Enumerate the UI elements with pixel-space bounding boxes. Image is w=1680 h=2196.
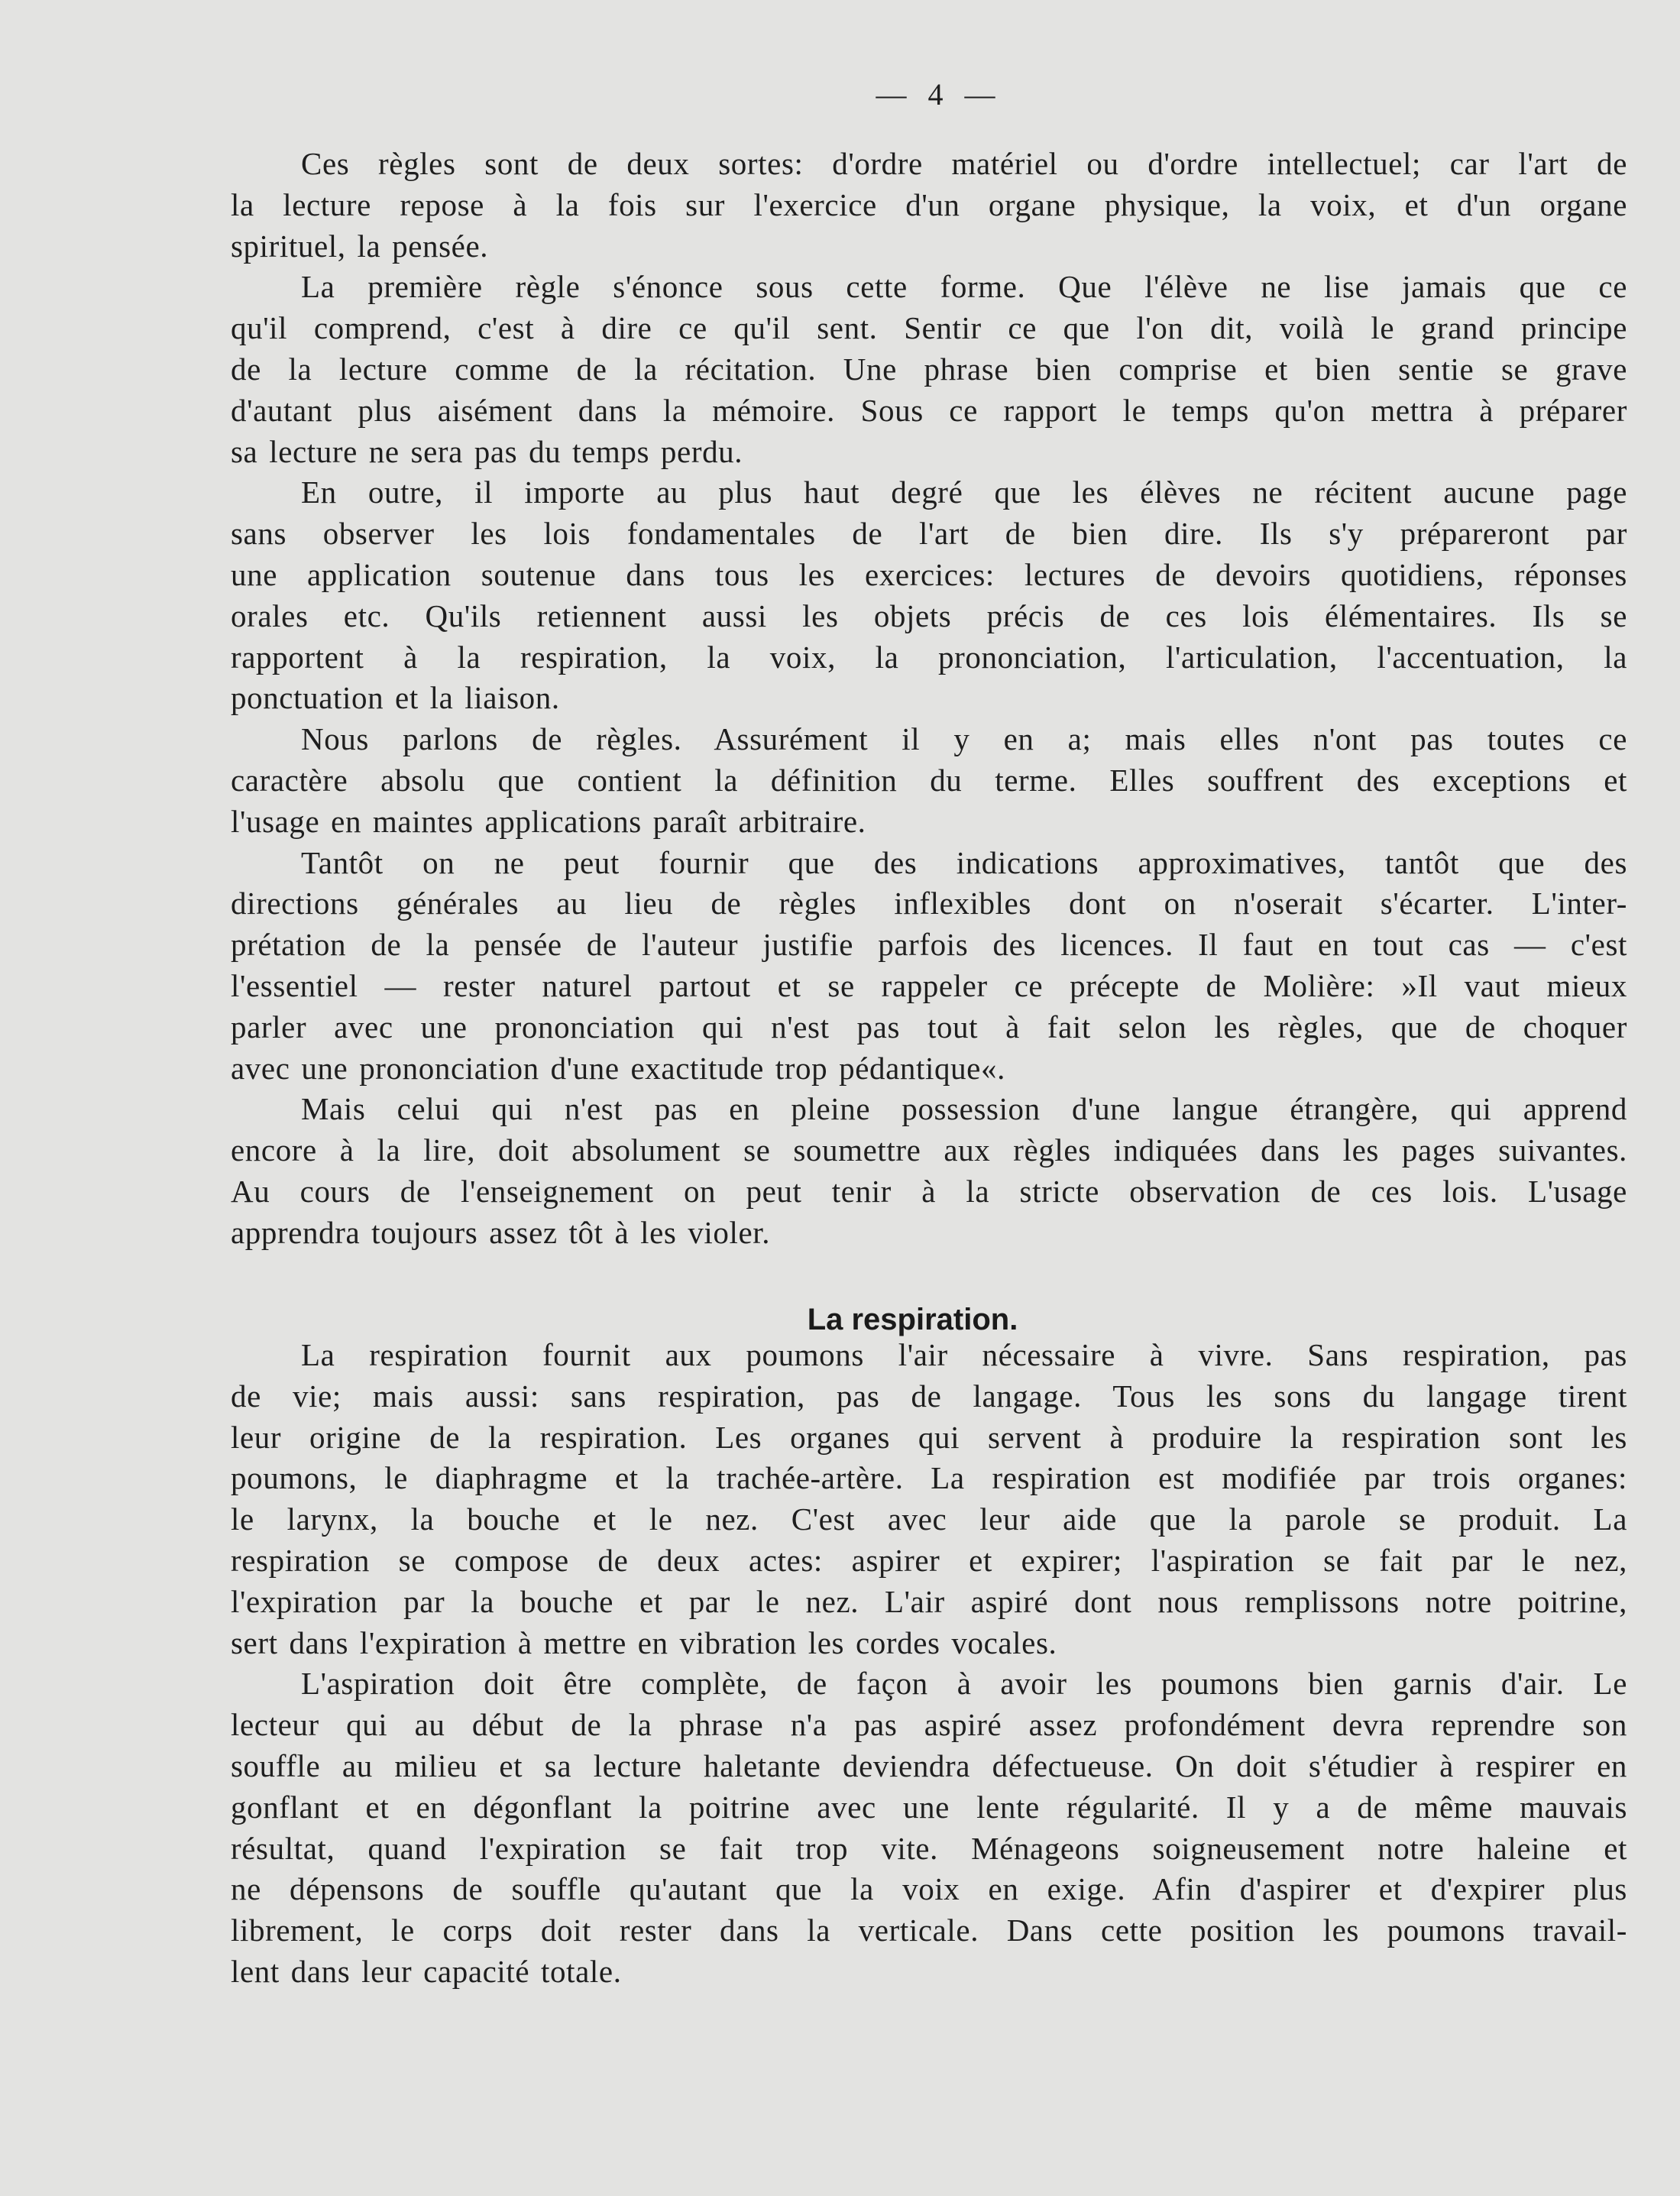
text-line: La première règle s'énonce sous cette forme. Que l'élève ne lise jamais que ce — [301, 269, 1627, 305]
text-line: une application soutenue dans tous les exercices: lectures de devoirs quotidiens, réponses — [231, 556, 1627, 592]
text-line: leur origine de la respiration. Les organes qui servent à produire la respiration sont les — [231, 1419, 1627, 1455]
text-line: qu'il comprend, c'est à dire ce qu'il sent. Sentir ce que l'on dit, voilà le grand principe — [231, 310, 1627, 346]
text-line: spirituel, la pensée. — [231, 228, 489, 264]
text-line: poumons, le diaphragme et la trachée-artère. La respiration est modifiée par trois organes: — [231, 1460, 1627, 1496]
text-line: parler avec une prononciation qui n'est pas tout à fait selon les règles, que de choquer — [231, 1009, 1627, 1045]
text-line: le larynx, la bouche et le nez. C'est avec leur aide que la parole se produit. La — [231, 1501, 1627, 1537]
text-line: Nous parlons de règles. Assurément il y en a; mais elles n'ont pas toutes ce — [301, 721, 1627, 757]
paragraph — [231, 267, 1627, 472]
text-line: la lecture repose à la fois sur l'exercice d'un organe physique, la voix, et d'un organe — [231, 186, 1627, 222]
text-line: directions générales au lieu de règles inflexibles dont on n'oserait s'écarter. L'inter- — [231, 886, 1627, 921]
paragraph — [231, 719, 1627, 842]
text-line: rapportent à la respiration, la voix, la prononciation, l'articulation, l'accentuation, la — [231, 639, 1627, 675]
text-line: l'usage en maintes applications paraît arbitraire. — [231, 803, 866, 839]
text-line: l'essentiel — rester naturel partout et se rappeler ce précepte de Molière: »Il vaut mieux — [231, 967, 1627, 1003]
text-line: Ces règles sont de deux sortes: d'ordre matériel ou d'ordre intellectuel; car l'art de — [301, 146, 1627, 181]
text-line: souffle au milieu et sa lecture haletante deviendra défectueuse. On doit s'étudier à respirer en — [231, 1747, 1627, 1783]
text-line: orales etc. Qu'ils retiennent aussi les objets précis de ces lois élémentaires. Ils se — [231, 598, 1627, 633]
text-line: ponctuation et la liaison. — [231, 680, 560, 716]
text-line: L'aspiration doit être complète, de façon à avoir les poumons bien garnis d'air. Le — [301, 1666, 1627, 1702]
page-number: — 4 — — [876, 77, 995, 112]
text-line: avec une prononciation d'une exactitude trop pédantique«. — [231, 1050, 1005, 1086]
text-line: librement, le corps doit rester dans la verticale. Dans cette position les poumons travail- — [231, 1913, 1627, 1948]
text-line: sert dans l'expiration à mettre en vibration les cordes vocales. — [231, 1624, 1057, 1660]
text-line: gonflant et en dégonflant la poitrine avec une lente régularité. Il y a de même mauvais — [231, 1789, 1627, 1825]
text-line: lecteur qui au début de la phrase n'a pas aspiré assez profondément devra reprendre son — [231, 1707, 1627, 1743]
paragraph — [231, 144, 1627, 267]
text-line: Au cours de l'enseignement on peut tenir à la stricte observation de ces lois. L'usage — [231, 1173, 1627, 1209]
text-line: En outre, il importe au plus haut degré que les élèves ne récitent aucune page — [301, 475, 1627, 510]
paragraph — [231, 472, 1627, 719]
body-text-before-heading — [231, 144, 1627, 1254]
text-line: respiration se compose de deux actes: aspirer et expirer; l'aspiration se fait par le nez, — [231, 1542, 1627, 1578]
text-line: de la lecture comme de la récitation. Une phrase bien comprise et bien sentie se grave — [231, 351, 1627, 387]
paragraph — [231, 843, 1627, 1090]
text-line: apprendra toujours assez tôt à les violer. — [231, 1214, 771, 1250]
text-line: résultat, quand l'expiration se fait trop vite. Ménageons soigneusement notre haleine et — [231, 1830, 1627, 1866]
paragraph — [231, 1089, 1627, 1253]
text-line: Tantôt on ne peut fournir que des indications approximatives, tantôt que des — [301, 844, 1627, 880]
text-line: Mais celui qui n'est pas en pleine possession d'une langue étrangère, qui apprend — [301, 1091, 1627, 1127]
text-line: ne dépensons de souffle qu'autant que la voix en exige. Afin d'aspirer et d'expirer plus — [231, 1871, 1627, 1907]
body-text-after-heading — [231, 1335, 1627, 1993]
text-line: La respiration fournit aux poumons l'air nécessaire à vivre. Sans respiration, pas — [301, 1337, 1627, 1372]
text-line: de vie; mais aussi: sans respiration, pas de langage. Tous les sons du langage tirent — [231, 1378, 1627, 1414]
paragraph — [231, 1335, 1627, 1663]
paragraph — [231, 1663, 1627, 1992]
text-line: sans observer les lois fondamentales de l'art de bien dire. Ils s'y prépareront par — [231, 516, 1627, 552]
text-line: prétation de la pensée de l'auteur justifie parfois des licences. Il faut en tout cas — c'est — [231, 927, 1627, 963]
text-line: sa lecture ne sera pas du temps perdu. — [231, 433, 743, 469]
section-heading: La respiration. — [807, 1303, 1018, 1337]
text-line: l'expiration par la bouche et par le nez. L'air aspiré dont nous remplissons notre poitrine, — [231, 1583, 1627, 1619]
text-line: caractère absolu que contient la définition du terme. Elles souffrent des exceptions et — [231, 762, 1627, 798]
text-line: encore à la lire, doit absolument se soumettre aux règles indiquées dans les pages suivantes. — [231, 1132, 1627, 1168]
text-line: d'autant plus aisément dans la mémoire. Sous ce rapport le temps qu'on mettra à préparer — [231, 392, 1627, 428]
text-line: lent dans leur capacité totale. — [231, 1953, 622, 1989]
